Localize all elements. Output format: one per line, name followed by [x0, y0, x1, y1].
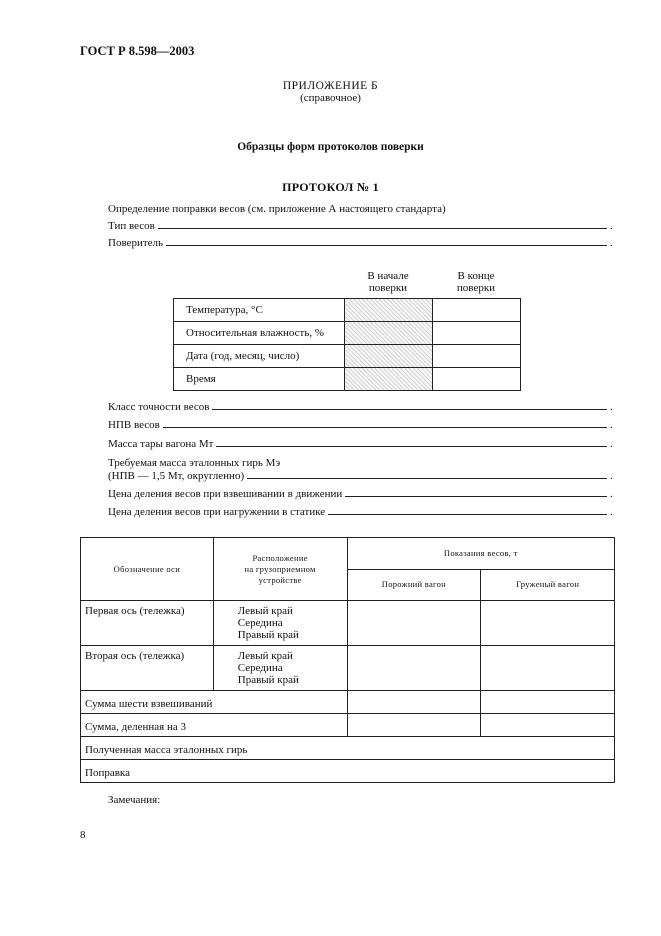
npv-label: НПВ весов: [108, 419, 160, 431]
required-mass-field[interactable]: (НПВ — 1,5 Mт, округленно) .: [108, 470, 613, 482]
axis-header: Обозначение оси: [81, 538, 214, 601]
empty-wagon-cell[interactable]: [347, 646, 481, 691]
loaded-wagon-cell[interactable]: [481, 646, 615, 691]
division-static-blank[interactable]: [328, 513, 607, 515]
condition-end-cell[interactable]: [433, 368, 521, 391]
col-end-line2: поверки: [456, 282, 496, 294]
table-row: [81, 714, 615, 737]
empty-wagon-header: Порожний вагон: [347, 569, 481, 601]
required-mass-label: Требуемая масса эталонных гирь Mэ: [108, 457, 281, 469]
ref-mass-label: Полученная масса эталонных гирь: [81, 737, 615, 760]
scale-type-field[interactable]: Тип весов .: [108, 220, 613, 232]
accuracy-class-field[interactable]: Класс точности весов .: [108, 401, 613, 413]
position-item: Середина: [237, 617, 283, 629]
forms-title: Образцы форм протоколов поверки: [237, 141, 424, 153]
col-start-line2: поверки: [368, 282, 408, 294]
position-item: Правый край: [237, 629, 299, 641]
conditions-table: [173, 298, 521, 391]
protocol-title: ПРОТОКОЛ № 1: [282, 180, 379, 194]
npv-blank[interactable]: [163, 426, 607, 428]
condition-label: Время: [174, 368, 345, 391]
sum-six-empty-cell[interactable]: [347, 691, 481, 714]
notes-label: Замечания:: [108, 794, 161, 806]
table-row: [81, 760, 615, 783]
axis-name: Вторая ось (тележка): [81, 646, 214, 691]
intro-line: Определение поправки весов (см. приложение А настоящего стандарта): [108, 203, 446, 215]
position-item: Правый край: [237, 674, 299, 686]
sum-six-label: Сумма шести взвешиваний: [81, 691, 348, 714]
required-mass-blank[interactable]: [247, 477, 607, 479]
location-header: [213, 538, 347, 601]
position-item: Левый край: [237, 650, 293, 662]
division-static-label: Цена деления весов при нагружении в статике: [108, 506, 326, 518]
tare-mass-blank[interactable]: [216, 445, 607, 447]
location-header-line3: устройстве: [258, 574, 302, 585]
table-row: [81, 601, 615, 646]
condition-start-cell[interactable]: [345, 368, 433, 391]
division-motion-label: Цена деления весов при взвешивании в движении: [108, 488, 343, 500]
condition-label: Дата (год, месяц, число): [174, 345, 345, 368]
condition-row: [174, 299, 521, 322]
loaded-wagon-header: Груженый вагон: [481, 569, 615, 601]
position-item: Левый край: [237, 605, 293, 617]
correction-label: Поправка: [81, 760, 615, 783]
table-row: [81, 737, 615, 760]
location-header-line1: Расположение: [252, 552, 308, 563]
sum-div3-loaded-cell[interactable]: [481, 714, 615, 737]
sum-div3-empty-cell[interactable]: [347, 714, 481, 737]
condition-row: [174, 322, 521, 345]
condition-start-cell[interactable]: [345, 322, 433, 345]
position-list: [213, 601, 347, 646]
table-row: [81, 646, 615, 691]
location-header-line2: на грузоприемном: [244, 563, 316, 574]
appendix-title: ПРИЛОЖЕНИЕ Б: [282, 80, 379, 92]
tare-mass-field[interactable]: Масса тары вагона Mт .: [108, 438, 613, 450]
condition-end-cell[interactable]: [433, 299, 521, 322]
col-start-line1: В начале: [367, 270, 409, 282]
position-list: [213, 646, 347, 691]
weighing-table: [80, 537, 615, 783]
condition-end-cell[interactable]: [433, 345, 521, 368]
sum-six-loaded-cell[interactable]: [481, 691, 615, 714]
empty-wagon-cell[interactable]: [347, 601, 481, 646]
scale-type-blank[interactable]: [158, 227, 607, 229]
accuracy-class-blank[interactable]: [212, 408, 607, 410]
scale-type-label: Тип весов: [108, 220, 155, 232]
col-start-header: [344, 270, 432, 294]
condition-label: Относительная влажность, %: [174, 322, 345, 345]
condition-row: [174, 368, 521, 391]
npv-field[interactable]: НПВ весов .: [108, 419, 613, 431]
page-number: 8: [80, 829, 86, 841]
axis-name: Первая ось (тележка): [81, 601, 214, 646]
document-code: ГОСТ Р 8.598—2003: [80, 44, 195, 58]
accuracy-class-label: Класс точности весов: [108, 401, 210, 413]
division-motion-blank[interactable]: [345, 495, 607, 497]
condition-label: Температура, °С: [174, 299, 345, 322]
col-end-line1: В конце: [457, 270, 495, 282]
position-item: Середина: [237, 662, 283, 674]
verifier-label: Поверитель: [108, 237, 164, 249]
verifier-field[interactable]: Поверитель .: [108, 237, 613, 249]
verifier-blank[interactable]: [166, 244, 607, 246]
col-end-header: [432, 270, 520, 294]
division-static-field[interactable]: Цена деления весов при нагружении в статике .: [108, 506, 613, 518]
appendix-subtitle: (справочное): [300, 92, 361, 104]
condition-row: [174, 345, 521, 368]
division-motion-field[interactable]: Цена деления весов при взвешивании в движении .: [108, 488, 613, 500]
condition-end-cell[interactable]: [433, 322, 521, 345]
condition-start-cell[interactable]: [345, 345, 433, 368]
loaded-wagon-cell[interactable]: [481, 601, 615, 646]
tare-mass-label: Масса тары вагона Mт: [108, 438, 214, 450]
condition-start-cell[interactable]: [345, 299, 433, 322]
table-row: [81, 691, 615, 714]
sum-div3-label: Сумма, деленная на 3: [81, 714, 348, 737]
required-mass-note: (НПВ — 1,5 Mт, округленно): [108, 470, 245, 482]
readings-header: Показания весов, т: [347, 538, 614, 570]
